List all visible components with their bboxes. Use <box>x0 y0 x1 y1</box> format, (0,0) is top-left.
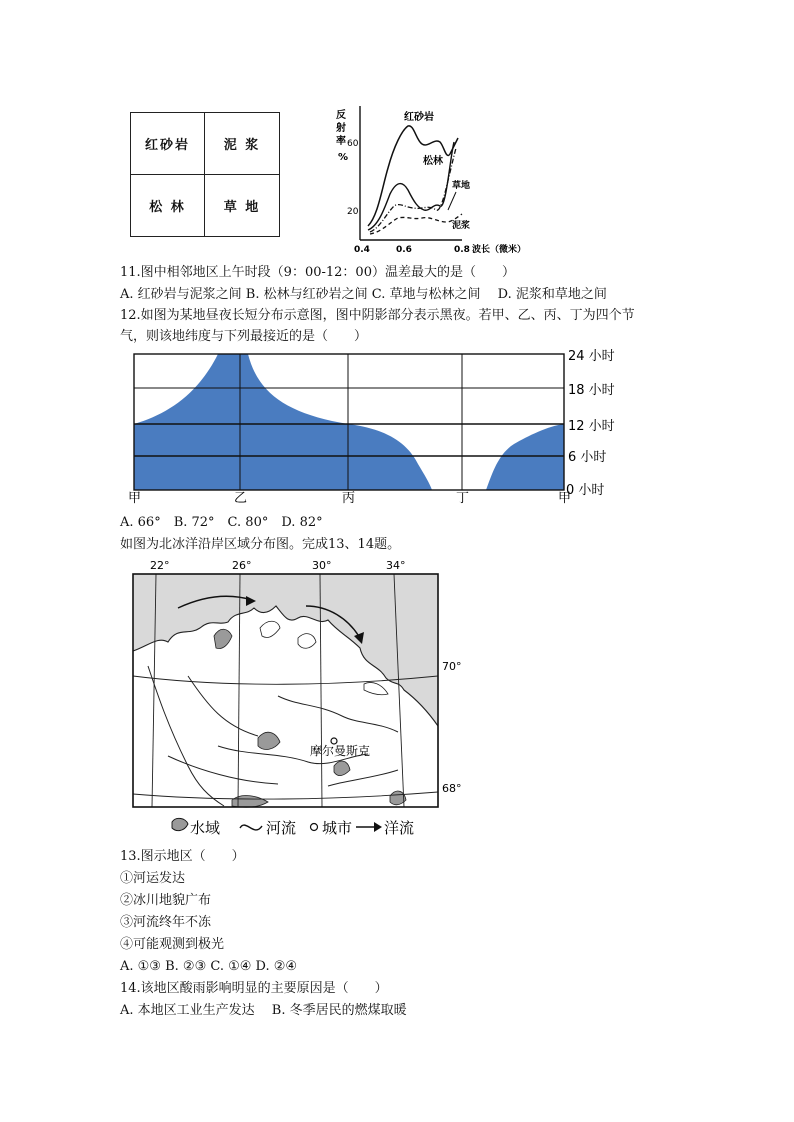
legend-river-label: 河流 <box>266 819 297 837</box>
reflectance-ylabel-2: 射 <box>336 123 346 134</box>
q12-stem-line2: 气，则该地纬度与下列最接近的是（ ） <box>120 329 368 344</box>
q12-stem-line1: 12.如图为某地昼夜长短分布示意图，图中阴影部分表示黑夜。若甲、乙、丙、丁为四个节 <box>120 308 635 323</box>
legend-water-label: 水域 <box>190 819 221 837</box>
series-line-mud <box>370 214 462 234</box>
q13-item-2: ②冰川地貌广布 <box>120 893 212 908</box>
legend-city-icon <box>311 824 318 831</box>
terrain-grid-table <box>130 112 280 237</box>
lon-label-22: 22° <box>150 559 170 572</box>
lon-label-34: 34° <box>386 559 406 572</box>
reflectance-xlabel: 波长（微米） <box>472 245 527 255</box>
legend-city-label: 城市 <box>322 819 353 837</box>
ylabel-24h: 24 小时 <box>568 349 615 364</box>
grassland-pointer <box>448 192 456 210</box>
ylabel-12h: 12 小时 <box>568 419 615 434</box>
ylabel-6h: 6 小时 <box>568 450 607 465</box>
reflectance-ylabel-4: % <box>338 152 349 163</box>
grid-cell-grassland: 草 地 <box>223 199 261 215</box>
q12-options: A. 66° B. 72° C. 80° D. 82° <box>120 515 323 530</box>
q13-item-3: ③河流终年不冻 <box>120 915 212 930</box>
reflectance-xtick-06: 0.6 <box>396 245 412 255</box>
lat-label-68: 68° <box>442 782 462 795</box>
lon-label-30: 30° <box>312 559 332 572</box>
legend-current-label: 洋流 <box>384 819 415 837</box>
xlabel-bing: 丙 <box>342 491 356 506</box>
reflectance-ytick-20: 20 <box>347 207 359 217</box>
q11-stem: 11.图中相邻地区上午时段（9：00-12：00）温差最大的是（ ） <box>120 265 515 280</box>
city-label-murmansk: 摩尔曼斯克 <box>310 744 371 758</box>
legend-current-arrowhead <box>374 822 382 832</box>
ylabel-18h: 18 小时 <box>568 383 615 398</box>
series-label-mud: 泥浆 <box>452 221 471 231</box>
q11-options: A. 红砂岩与泥浆之间 B. 松林与红砂岩之间 C. 草地与松林之间 D. 泥浆和草地之间 <box>120 287 607 302</box>
series-label-grassland: 草地 <box>452 181 471 191</box>
grid-cell-red-sandstone: 红砂岩 <box>131 113 205 175</box>
arctic-coast-map <box>128 556 478 840</box>
legend-river-icon <box>240 825 262 830</box>
legend-water-icon <box>172 818 188 830</box>
q13-options: A. ①③ B. ②③ C. ①④ D. ②④ <box>120 959 298 974</box>
lat-label-70: 70° <box>442 660 462 673</box>
reflectance-ylabel-1: 反 <box>336 110 346 121</box>
xlabel-jia-end: 甲 <box>558 491 572 506</box>
grid-cell-pine-forest: 松 林 <box>131 175 205 237</box>
xlabel-yi: 乙 <box>234 491 248 506</box>
series-line-red-sandstone <box>368 126 458 226</box>
q13-item-1: ①河运发达 <box>120 871 186 886</box>
night-area <box>134 354 564 490</box>
reflectance-ytick-60: 60 <box>347 139 359 149</box>
series-label-red-sandstone: 红砂岩 <box>404 112 434 123</box>
xlabel-jia-start: 甲 <box>128 491 142 506</box>
reflectance-xtick-04: 0.4 <box>354 245 370 255</box>
reflectance-xtick-08: 0.8 <box>454 245 470 255</box>
ylabel-0h: 0 小时 <box>566 483 605 498</box>
q14-options: A. 本地区工业生产发达 B. 冬季居民的燃煤取暖 <box>120 1003 407 1018</box>
grid-cell-mud: 泥 浆 <box>205 113 279 175</box>
series-label-pine-forest: 松林 <box>423 156 443 167</box>
daynight-chart <box>118 344 618 506</box>
intro-13-14: 如图为北冰洋沿岸区域分布图。完成13、14题。 <box>120 537 401 552</box>
lon-label-26: 26° <box>232 559 252 572</box>
xlabel-ding: 丁 <box>456 491 470 506</box>
reflectance-chart <box>330 98 550 258</box>
q13-item-4: ④可能观测到极光 <box>120 937 225 952</box>
q13-stem: 13.图示地区（ ） <box>120 849 245 864</box>
reflectance-ylabel-3: 率 <box>336 136 346 147</box>
q14-stem: 14.该地区酸雨影响明显的主要原因是（ ） <box>120 981 388 996</box>
